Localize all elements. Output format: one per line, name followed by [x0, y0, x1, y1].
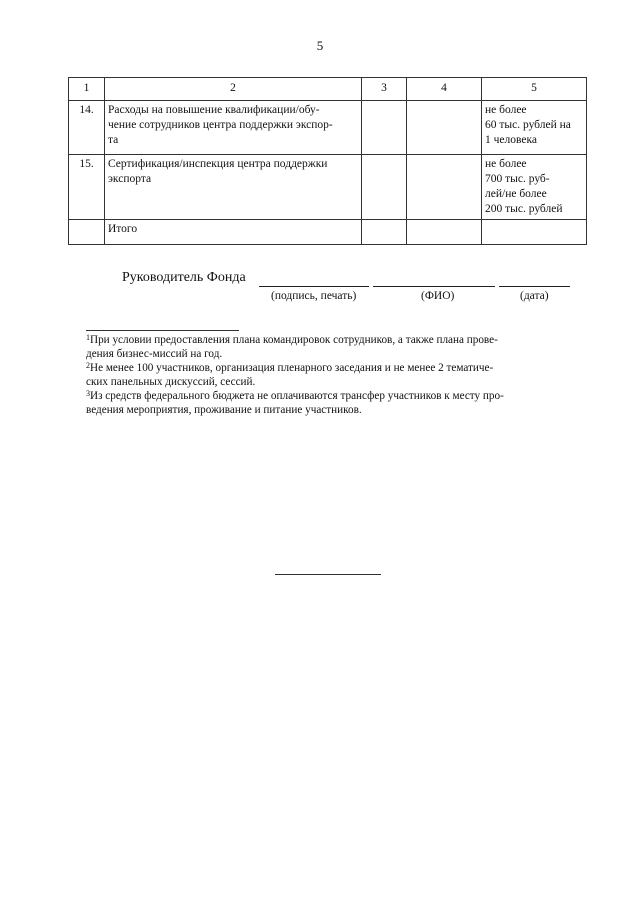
page-number: 5: [316, 38, 324, 53]
row-description: Сертификация/инспекция центра поддержки экспорта: [105, 155, 362, 220]
footnote-1: [86, 333, 576, 361]
footnote-text: Из средств федерального бюджета не оплачиваются трансфер участников к месту про- ведения мероприятия, проживание и питание участников.: [86, 390, 504, 416]
footnote-text: Не менее 100 участников, организация пленарного заседания и не менее 2 тематиче- ских панельных дискуссий, сессий.: [86, 362, 494, 388]
row-col3: [362, 155, 407, 220]
signature-label: Руководитель Фонда: [122, 270, 246, 285]
table-row: [69, 155, 587, 220]
signature-line: [259, 286, 369, 287]
row-number: 15.: [69, 155, 105, 220]
column-header-3: 3: [362, 78, 407, 101]
row-limit: не более 700 тыс. руб- лей/не более 200 тыс. рублей: [482, 155, 587, 220]
signature-caption: (подпись, печать): [271, 290, 357, 302]
budget-table: [68, 77, 587, 245]
row-col3: [362, 220, 407, 245]
footnotes: [86, 333, 576, 417]
row-number: [69, 220, 105, 245]
footnote-text: При условии предоставления плана командировок сотрудников, а также плана прове- дения бизнес-миссий на год.: [86, 334, 498, 360]
row-limit: [482, 220, 587, 245]
table-row: [69, 101, 587, 155]
row-number: 14.: [69, 101, 105, 155]
row-limit: не более 60 тыс. рублей на 1 человека: [482, 101, 587, 155]
footnote-mark: 2: [86, 361, 90, 370]
footnote-separator: [86, 330, 239, 331]
column-header-1: 1: [69, 78, 105, 101]
table-header-row: [69, 78, 587, 101]
row-col4: [407, 155, 482, 220]
row-description: Итого: [105, 220, 362, 245]
date-line: [499, 286, 570, 287]
column-header-5: 5: [482, 78, 587, 101]
table-row-total: [69, 220, 587, 245]
name-caption: (ФИО): [421, 290, 455, 302]
row-col3: [362, 101, 407, 155]
column-header-2: 2: [105, 78, 362, 101]
row-col4: [407, 101, 482, 155]
row-description: Расходы на повышение квалификации/обу- чение сотрудников центра поддержки экспор- та: [105, 101, 362, 155]
date-caption: (дата): [520, 290, 549, 302]
column-header-4: 4: [407, 78, 482, 101]
end-of-document-rule: [275, 574, 381, 575]
name-line: [373, 286, 495, 287]
footnote-mark: 3: [86, 389, 90, 398]
row-col4: [407, 220, 482, 245]
footnote-mark: 1: [86, 333, 90, 342]
footnote-2: [86, 361, 576, 389]
footnote-3: [86, 389, 576, 417]
